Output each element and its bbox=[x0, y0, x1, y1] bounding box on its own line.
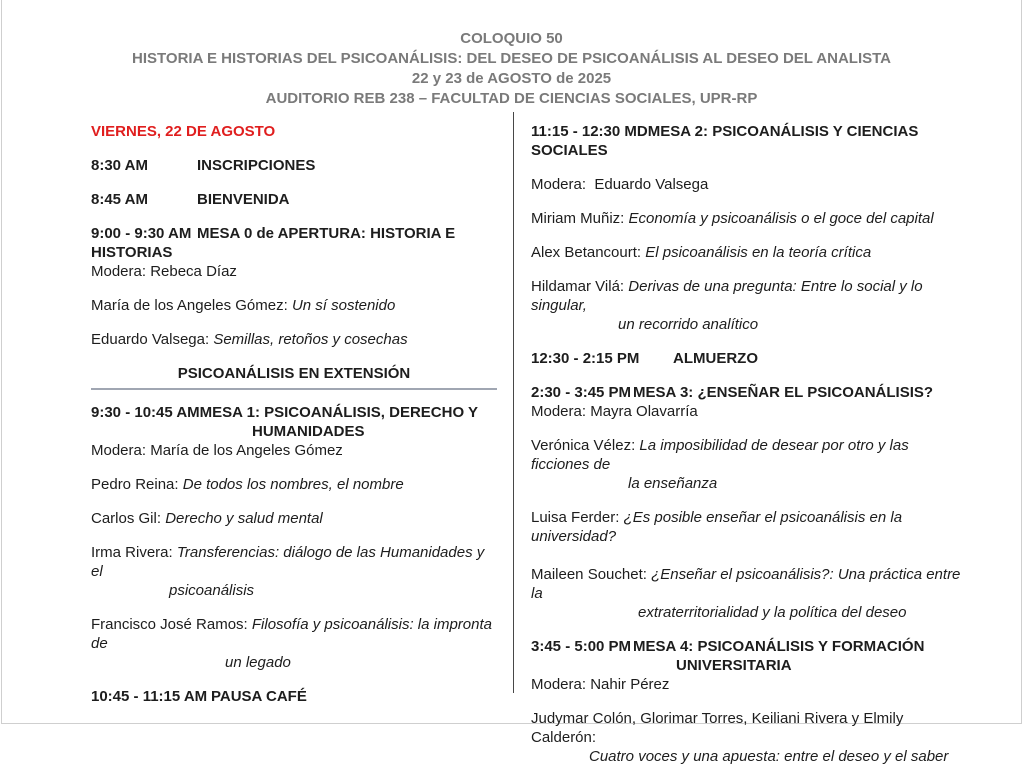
text-segment: Verónica Vélez: bbox=[531, 437, 640, 454]
text-line bbox=[531, 277, 963, 315]
text-segment: MESA 3: ¿ENSEÑAR EL PSICOANÁLISIS? bbox=[633, 384, 934, 401]
talk-title: psicoanálisis bbox=[169, 582, 255, 599]
text-line bbox=[91, 687, 497, 706]
time-text: 3:45 - 5:00 PM bbox=[531, 638, 632, 655]
text-segment: VIERNES, 22 DE AGOSTO bbox=[91, 123, 276, 140]
program-venue: AUDITORIO REB 238 – FACULTAD DE CIENCIAS SOCIALES, UPR-RP bbox=[265, 90, 758, 107]
time-text: 11:15 - 12:30 MD bbox=[531, 123, 648, 140]
text-line bbox=[531, 709, 963, 747]
talk-entry bbox=[531, 277, 963, 334]
talk-title: El psicoanálisis en la teoría crítica bbox=[645, 244, 872, 261]
text-segment: Modera: Rebeca Díaz bbox=[91, 263, 237, 280]
talk-entry bbox=[91, 296, 497, 315]
talk-entry bbox=[531, 209, 963, 228]
time-text: 8:45 AM bbox=[91, 191, 148, 208]
schedule-entry bbox=[91, 687, 497, 706]
schedule-entry bbox=[531, 637, 963, 694]
text-segment: Pedro Reina: bbox=[91, 476, 183, 493]
moderator-line bbox=[531, 175, 963, 194]
program-dates: 22 y 23 de AGOSTO de 2025 bbox=[411, 70, 612, 87]
text-segment: Francisco José Ramos: bbox=[91, 616, 252, 633]
schedule-entry bbox=[531, 122, 963, 160]
talk-title: Cuatro voces y una apuesta: entre el deseo y el saber bbox=[589, 748, 949, 765]
text-segment: PAUSA CAFÉ bbox=[211, 688, 307, 705]
text-line bbox=[531, 603, 963, 622]
text-line bbox=[531, 349, 963, 368]
text-line bbox=[531, 565, 963, 603]
text-line bbox=[91, 296, 497, 315]
section-title bbox=[91, 364, 497, 390]
text-segment: Modera: Mayra Olavarría bbox=[531, 403, 698, 420]
text-line bbox=[91, 475, 497, 494]
text-line bbox=[91, 403, 497, 422]
talk-title: Derecho y salud mental bbox=[165, 510, 323, 527]
text-segment: Modera: Eduardo Valsega bbox=[531, 176, 709, 193]
text-line bbox=[531, 675, 963, 694]
schedule-column-left bbox=[91, 122, 497, 706]
talk-title: La imposibilidad de desear por otro y las ficciones de bbox=[531, 437, 913, 473]
text-line bbox=[91, 262, 497, 281]
text-segment: Maileen Souchet: bbox=[531, 566, 652, 583]
text-segment: María de los Angeles Gómez: bbox=[91, 297, 292, 314]
text-line bbox=[91, 364, 497, 383]
time-text: 8:30 AM bbox=[91, 157, 148, 174]
text-line bbox=[91, 330, 497, 349]
talk-title: De todos los nombres, el nombre bbox=[182, 476, 404, 493]
text-segment: Judymar Colón, Glorimar Torres, Keiliani Rivera y Elmily Calderón: bbox=[531, 710, 908, 746]
talk-title: Economía y psicoanálisis o el goce del capital bbox=[628, 210, 934, 227]
talk-entry bbox=[91, 543, 497, 600]
text-line bbox=[91, 422, 497, 441]
text-segment: ALMUERZO bbox=[673, 350, 758, 367]
text-line bbox=[531, 637, 963, 656]
text-line bbox=[91, 615, 497, 653]
text-segment: Eduardo Valsega: bbox=[91, 331, 214, 348]
program-page bbox=[1, 0, 1022, 765]
talk-title: la enseñanza bbox=[628, 475, 718, 492]
text-segment: PSICOANÁLISIS EN EXTENSIÓN bbox=[177, 365, 411, 382]
schedule-column-right bbox=[531, 122, 963, 766]
talk-title: Transferencias: diálogo de las Humanidades y el bbox=[91, 544, 489, 580]
text-segment: MESA 1: PSICOANÁLISIS, DERECHO Y bbox=[199, 404, 479, 421]
text-segment: MESA 2: PSICOANÁLISIS Y CIENCIAS SOCIALES bbox=[531, 123, 923, 159]
schedule-entry bbox=[531, 383, 963, 421]
text-segment: MESA 4: PSICOANÁLISIS Y FORMACIÓN bbox=[633, 638, 925, 655]
time-text: 12:30 - 2:15 PM bbox=[531, 350, 640, 367]
talk-title: Filosofía y psicoanálisis: la impronta de bbox=[91, 616, 497, 652]
talk-entry bbox=[91, 330, 497, 349]
text-line bbox=[531, 747, 963, 766]
time-text: 9:30 - 10:45 AM bbox=[91, 404, 200, 421]
text-line bbox=[531, 508, 963, 546]
talk-entry bbox=[531, 565, 963, 622]
time-text: 2:30 - 3:45 PM bbox=[531, 384, 632, 401]
talk-title: ¿Enseñar el psicoanálisis?: Una práctica entre la bbox=[531, 566, 965, 602]
text-line bbox=[91, 190, 497, 209]
text-segment: MESA 0 de APERTURA: HISTORIA E HISTORIAS bbox=[91, 225, 460, 261]
text-segment: Irma Rivera: bbox=[91, 544, 177, 561]
talk-title: extraterritorialidad y la política del deseo bbox=[638, 604, 907, 621]
schedule-entry bbox=[91, 156, 497, 175]
text-line bbox=[91, 509, 497, 528]
text-line bbox=[91, 122, 497, 141]
schedule-entry bbox=[91, 224, 497, 281]
schedule-entry bbox=[91, 190, 497, 209]
text-segment: Alex Betancourt: bbox=[531, 244, 646, 261]
text-segment: HUMANIDADES bbox=[252, 423, 365, 440]
talk-entry bbox=[531, 508, 963, 546]
text-line bbox=[91, 224, 497, 262]
text-segment: Modera: María de los Angeles Gómez bbox=[91, 442, 343, 459]
text-line bbox=[91, 441, 497, 460]
text-line bbox=[91, 653, 497, 672]
talk-entry bbox=[531, 436, 963, 493]
column-divider-line bbox=[513, 112, 514, 693]
text-line bbox=[531, 175, 963, 194]
text-line bbox=[531, 656, 963, 675]
talk-entry bbox=[91, 509, 497, 528]
day-header bbox=[91, 122, 497, 141]
talk-title: un legado bbox=[225, 654, 291, 671]
schedule-entry bbox=[91, 403, 497, 460]
text-line bbox=[531, 243, 963, 262]
talk-entry bbox=[531, 709, 963, 766]
time-text: 9:00 - 9:30 AM bbox=[91, 225, 192, 242]
text-line bbox=[531, 474, 963, 493]
talk-title: Derivas de una pregunta: Entre lo social y lo singular, bbox=[531, 278, 927, 314]
text-line bbox=[91, 543, 497, 581]
text-line bbox=[531, 122, 963, 160]
talk-entry bbox=[91, 475, 497, 494]
talk-title: ¿Es posible enseñar el psicoanálisis en la universidad? bbox=[531, 509, 907, 545]
text-segment: BIENVENIDA bbox=[197, 191, 290, 208]
text-segment: Hildamar Vilá: bbox=[531, 278, 629, 295]
text-line bbox=[531, 383, 963, 402]
text-segment: INSCRIPCIONES bbox=[197, 157, 316, 174]
talk-title: Semillas, retoños y cosechas bbox=[213, 331, 408, 348]
program-header bbox=[2, 29, 1021, 109]
text-segment: Carlos Gil: bbox=[91, 510, 166, 527]
text-segment: Luisa Ferder: bbox=[531, 509, 624, 526]
program-subtitle: HISTORIA E HISTORIAS DEL PSICOANÁLISIS: DEL DESEO DE PSICOANÁLISIS AL DESEO DEL ANALISTA bbox=[132, 50, 891, 67]
program-title: COLOQUIO 50 bbox=[460, 30, 563, 47]
text-line bbox=[91, 156, 497, 175]
text-segment: Miriam Muñiz: bbox=[531, 210, 629, 227]
talk-title: un recorrido analítico bbox=[618, 316, 759, 333]
text-line bbox=[531, 209, 963, 228]
schedule-entry bbox=[531, 349, 963, 368]
text-line bbox=[531, 315, 963, 334]
text-segment: UNIVERSITARIA bbox=[676, 657, 792, 674]
text-line bbox=[531, 402, 963, 421]
talk-entry bbox=[91, 615, 497, 672]
text-line bbox=[91, 581, 497, 600]
talk-entry bbox=[531, 243, 963, 262]
time-text: 10:45 - 11:15 AM bbox=[91, 688, 208, 705]
text-line bbox=[531, 436, 963, 474]
talk-title: Un sí sostenido bbox=[291, 297, 396, 314]
text-segment: Modera: Nahir Pérez bbox=[531, 676, 670, 693]
